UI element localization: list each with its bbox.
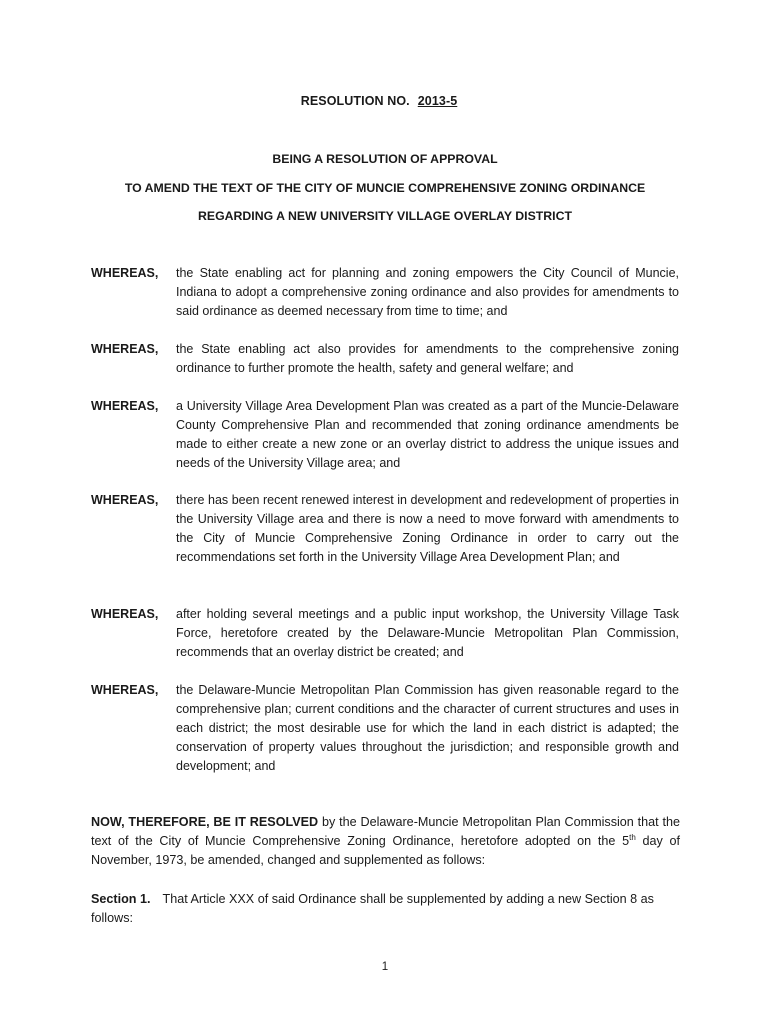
resolution-number-heading <box>0 94 770 108</box>
whereas-keyword: WHEREAS, <box>91 683 159 697</box>
resolved-text-b: day of November, 1973, be amended, changed and supplemented as follows: <box>91 834 680 867</box>
resolved-lead: NOW, THEREFORE, BE IT RESOLVED <box>91 815 319 829</box>
page-number: 1 <box>381 961 389 973</box>
whereas-keyword: WHEREAS, <box>91 607 159 621</box>
section-text: That Article XXX of said Ordinance shall be supplemented by adding a new Section 8 as follows: <box>91 892 654 925</box>
whereas-text: a University Village Area Development Plan was created as a part of the Muncie-Delaware County Comprehensive Plan and recommended that zoning ordinance amendments be made to either create a new zone or an overlay district to address the unique issues and needs of the University Village area; and <box>176 399 679 470</box>
whereas-keyword: WHEREAS, <box>91 342 159 356</box>
resolution-number: 2013-5 <box>417 94 458 108</box>
resolved-text-a: by the Delaware-Muncie Metropolitan Plan Commission that the text of the City of Muncie Comprehensive Zoning Ordinance, heretofore adopted on the 5 <box>91 815 680 848</box>
resolved-paragraph <box>91 813 680 870</box>
whereas-text: after holding several meetings and a public input workshop, the University Village Task Force, heretofore created by the Delaware-Muncie Metropolitan Plan Commission, recommends that an overlay district be created; and <box>176 607 679 659</box>
resolution-label: RESOLUTION NO. <box>300 94 410 108</box>
title-line-2: TO AMEND THE TEXT OF THE CITY OF MUNCIE COMPREHENSIVE ZONING ORDINANCE <box>124 181 646 195</box>
whereas-text: the State enabling act for planning and zoning empowers the City Council of Muncie, Indiana to adopt a comprehensive zoning ordinance and also provides for amendments to said ordinance as deemed necessary from time to time; and <box>176 266 679 318</box>
whereas-keyword: WHEREAS, <box>91 493 159 507</box>
whereas-text: there has been recent renewed interest in development and redevelopment of properties in the University Village area and there is now a need to move forward with amendments to the City of Muncie Comprehensive Zoning Ordinance in order to carry out the recommendations set forth in the University Village Area Development Plan; and <box>176 493 679 564</box>
section-1-paragraph <box>91 890 680 928</box>
title-line-1: BEING A RESOLUTION OF APPROVAL <box>272 152 498 166</box>
whereas-text: the Delaware-Muncie Metropolitan Plan Commission has given reasonable regard to the comprehensive plan; current conditions and the character of current structures and uses in each district; the most desirable use for which the land in each district is adapted; the conservation of property values throughout the jurisdiction; and responsible growth and development; and <box>176 683 679 773</box>
ordinal-suffix: th <box>629 832 636 842</box>
whereas-text: the State enabling act also provides for amendments to the comprehensive zoning ordinance to further promote the health, safety and general welfare; and <box>176 342 679 375</box>
section-label: Section 1. <box>91 892 151 906</box>
title-line-3: REGARDING A NEW UNIVERSITY VILLAGE OVERLAY DISTRICT <box>198 209 572 223</box>
whereas-keyword: WHEREAS, <box>91 399 159 413</box>
whereas-keyword: WHEREAS, <box>91 266 159 280</box>
